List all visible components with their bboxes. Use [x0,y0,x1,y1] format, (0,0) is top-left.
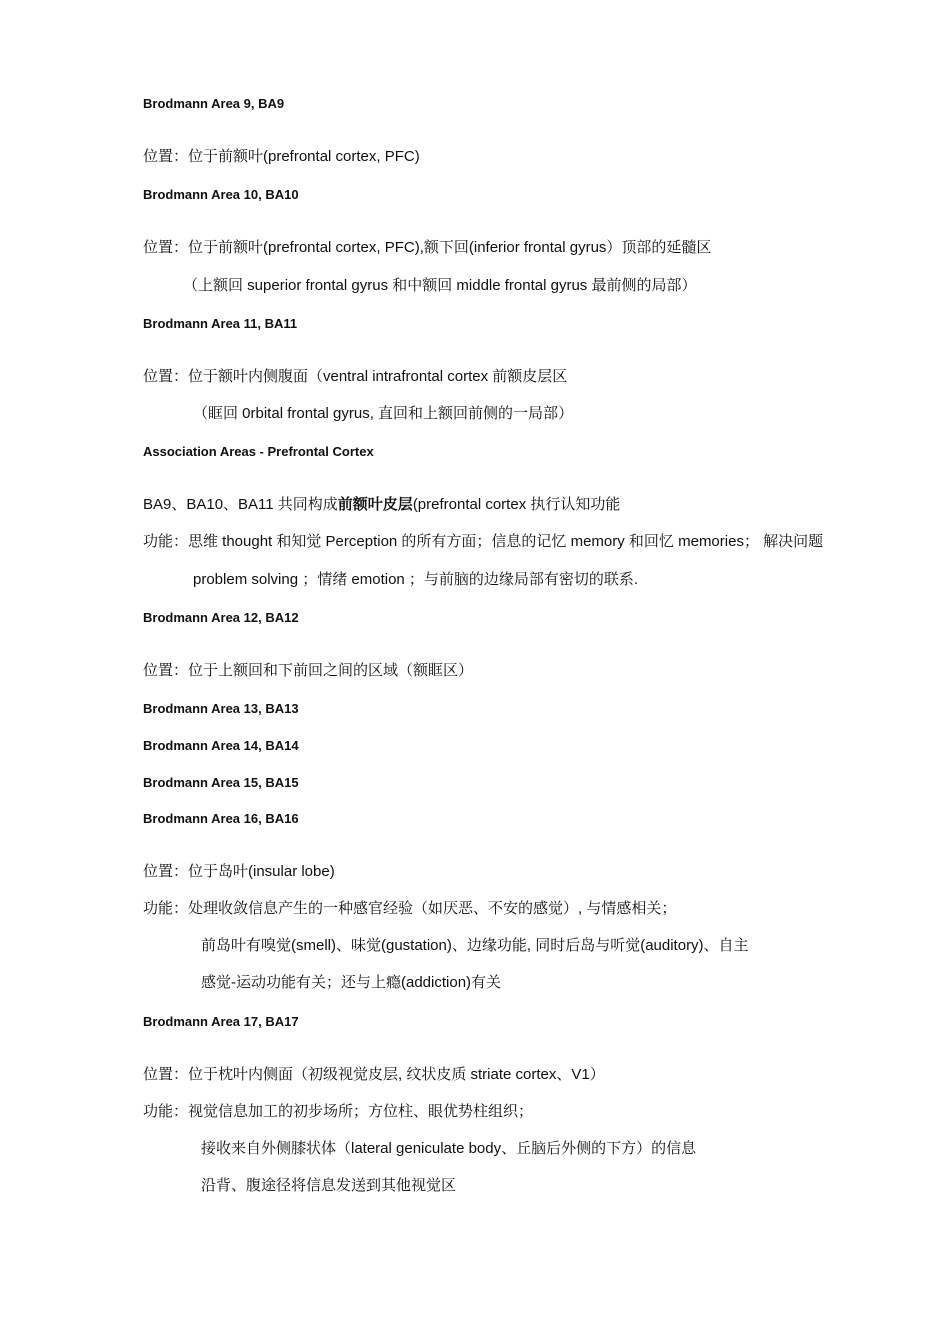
ba14-heading: Brodmann Area 14, BA14 [143,738,299,753]
ba9-location: 位置：位于前额叶(prefrontal cortex, PFC) [143,148,420,165]
ba11-heading: Brodmann Area 11, BA11 [143,316,298,331]
ba9-heading: Brodmann Area 9, BA9 [143,96,285,111]
ba12-heading: Brodmann Area 12, BA12 [143,610,299,625]
ba10-location: 位置：位于前额叶(prefrontal cortex, PFC),额下回(inferior frontal gyrus）顶部的延髓区 [143,239,712,256]
insula-function-continued-1: 前岛叶有嗅觉(smell)、味觉(gustation)、边缘功能, 同时后岛与听觉(auditory)、自主 [201,937,749,954]
ba11-location: 位置：位于额叶内侧腹面（ventral intrafrontal cortex 前额皮层区 [143,368,568,385]
ba17-function: 功能：视觉信息加工的初步场所；方位柱、眼优势柱组织； [143,1103,534,1120]
insula-location: 位置：位于岛叶(insular lobe) [143,863,335,880]
ba10-heading: Brodmann Area 10, BA10 [143,187,299,202]
insula-function: 功能：处理收敛信息产生的一种感官经验（如厌恶、不安的感觉）, 与情感相关； [143,900,677,917]
ba17-location: 位置：位于枕叶内侧面（初级视觉皮层, 纹状皮质 striate cortex、V1） [143,1066,605,1083]
ba13-heading: Brodmann Area 13, BA13 [143,701,299,716]
association-function: 功能：思维 thought 和知觉 Perception 的所有方面；信息的记忆 memory 和回忆 memories； 解决问题 [143,533,824,550]
ba10-location-detail: （上额回 superior frontal gyrus 和中额回 middle frontal gyrus 最前侧的局部） [183,277,697,294]
association-function-continued: problem solving ；情绪 emotion ；与前脑的边缘局部有密切的联系. [193,571,639,588]
ba15-heading: Brodmann Area 15, BA15 [143,775,299,790]
ba12-location: 位置：位于上额回和下前回之间的区域（额眶区） [143,662,474,679]
association-areas-heading: Association Areas - Prefrontal Cortex [143,444,374,459]
association-summary-prefix: BA9、BA10、BA11 共同构成 [143,496,338,513]
ba16-heading: Brodmann Area 16, BA16 [143,811,299,826]
ba17-function-continued-2: 沿背、腹途径将信息发送到其他视觉区 [201,1177,457,1194]
ba11-location-detail: （眶回 0rbital frontal gyrus, 直回和上额回前侧的一局部） [193,405,574,422]
association-summary-suffix: (prefrontal cortex 执行认知功能 [412,496,621,513]
insula-function-continued-2: 感觉-运动功能有关；还与上瘾(addiction)有关 [201,974,502,991]
ba17-heading: Brodmann Area 17, BA17 [143,1014,299,1029]
ba17-function-continued-1: 接收来自外侧膝状体（lateral geniculate body、丘脑后外侧的下方）的信息 [201,1140,697,1157]
prefrontal-cortex-term: 前额叶皮层 [337,496,413,513]
association-summary [143,493,620,514]
